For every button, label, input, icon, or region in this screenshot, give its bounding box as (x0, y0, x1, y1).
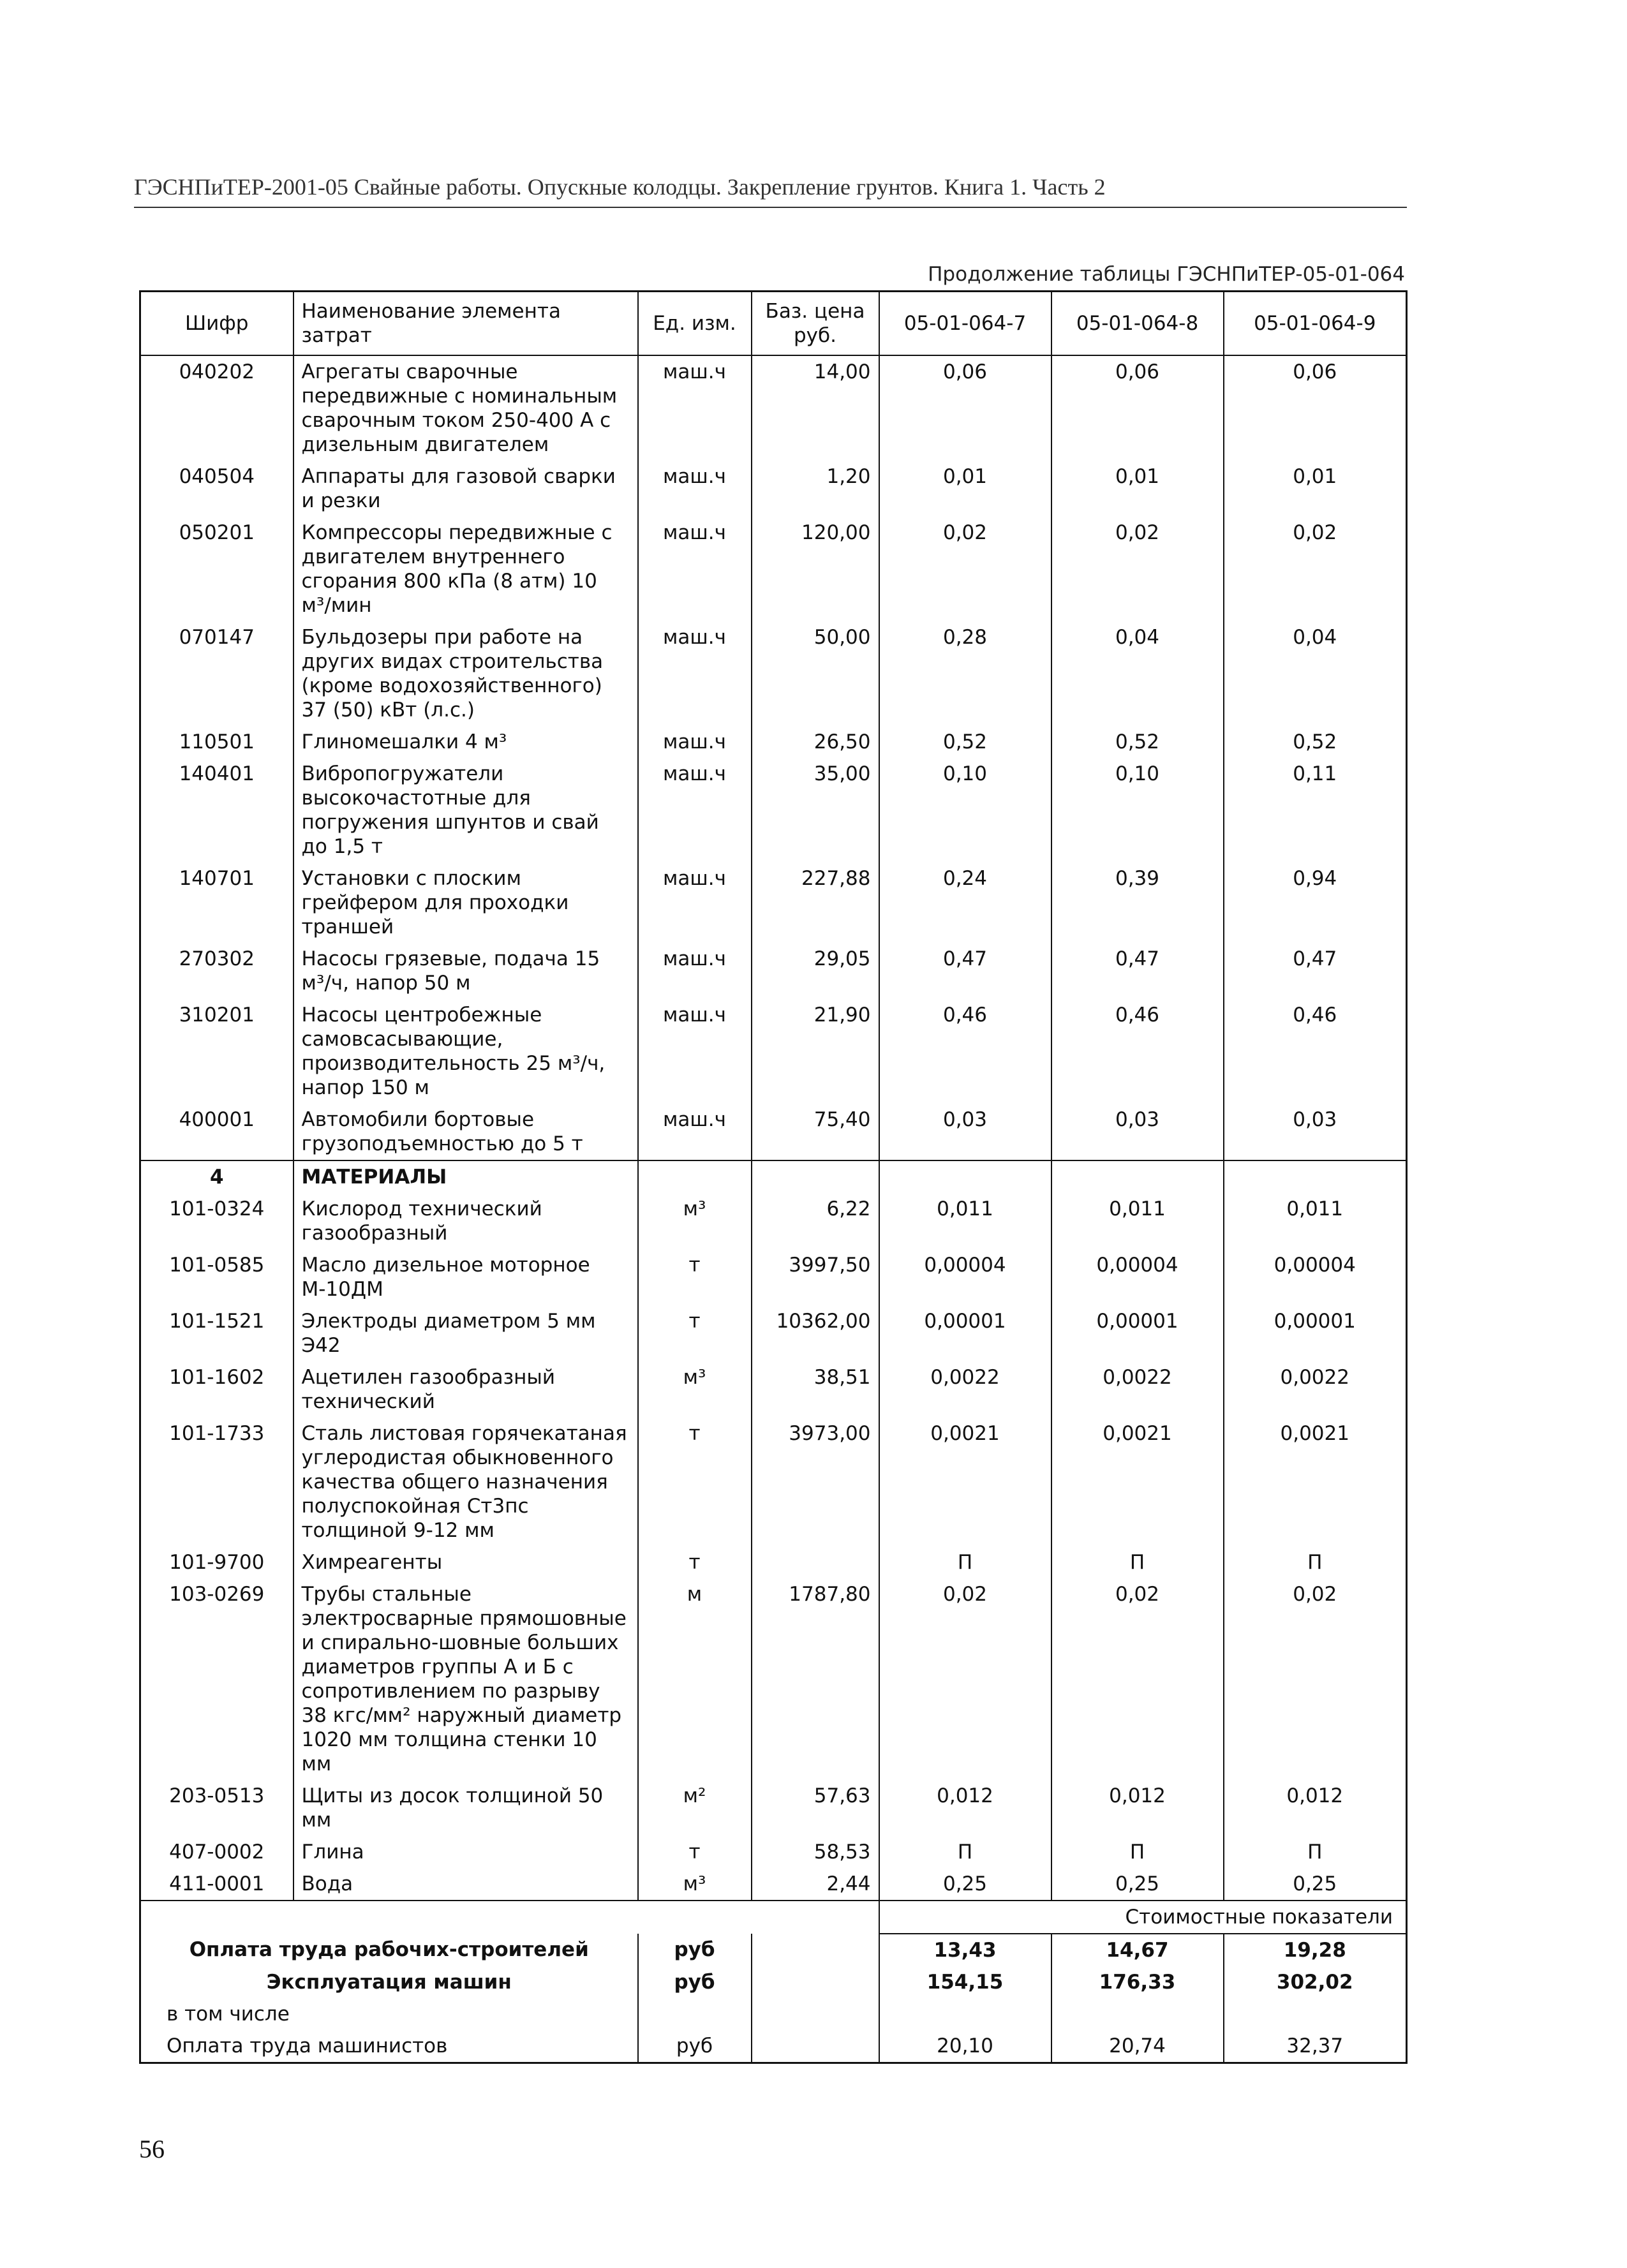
totals-value-064-8: 176,33 (1051, 1966, 1224, 1998)
section-code: 4 (140, 1160, 293, 1193)
row-value-064-8: П (1051, 1836, 1224, 1868)
row-price: 14,00 (752, 355, 879, 461)
row-price: 21,90 (752, 999, 879, 1104)
table-row (140, 1780, 1407, 1836)
col-header-unit: Ед. изм. (638, 292, 752, 356)
col-header-name: Наименование элемента затрат (293, 292, 638, 356)
row-value-064-7: 0,0022 (879, 1361, 1051, 1418)
row-value-064-7: 0,012 (879, 1780, 1051, 1836)
row-value-064-9: 0,46 (1224, 999, 1407, 1104)
row-value-064-7: 0,02 (879, 517, 1051, 621)
row-price: 38,51 (752, 1361, 879, 1418)
totals-label: Эксплуатация машин (140, 1966, 638, 1998)
totals-row (140, 1966, 1407, 1998)
row-value-064-7: 0,03 (879, 1104, 1051, 1160)
row-unit: маш.ч (638, 943, 752, 999)
row-price: 50,00 (752, 621, 879, 726)
totals-unit: руб (638, 2030, 752, 2063)
row-value-064-7: П (879, 1546, 1051, 1578)
row-code: 070147 (140, 621, 293, 726)
row-unit: маш.ч (638, 726, 752, 758)
row-price: 26,50 (752, 726, 879, 758)
row-value-064-7: 0,011 (879, 1193, 1051, 1249)
row-code: 140701 (140, 863, 293, 943)
row-value-064-7: 0,47 (879, 943, 1051, 999)
row-value-064-9: 0,02 (1224, 1578, 1407, 1780)
row-value-064-8: 0,011 (1051, 1193, 1224, 1249)
row-value-064-8: 0,47 (1051, 943, 1224, 999)
row-value-064-9: 0,01 (1224, 461, 1407, 517)
row-value-064-7: 0,06 (879, 355, 1051, 461)
row-unit: м³ (638, 1868, 752, 1901)
row-value-064-9: 0,94 (1224, 863, 1407, 943)
row-value-064-8: 0,0021 (1051, 1418, 1224, 1546)
table-continuation-caption: Продолжение таблицы ГЭСНПиТЕР-05-01-064 (928, 263, 1405, 286)
row-code: 411-0001 (140, 1868, 293, 1901)
row-value-064-8: 0,02 (1051, 517, 1224, 621)
row-code: 101-1602 (140, 1361, 293, 1418)
row-value-064-8: 0,39 (1051, 863, 1224, 943)
row-value-064-9: 0,012 (1224, 1780, 1407, 1836)
row-code: 101-1521 (140, 1305, 293, 1361)
table-row (140, 999, 1407, 1104)
row-value-064-9: 0,52 (1224, 726, 1407, 758)
totals-value-064-8 (1051, 1998, 1224, 2030)
row-unit: м³ (638, 1361, 752, 1418)
row-price: 1,20 (752, 461, 879, 517)
totals-value-064-7: 154,15 (879, 1966, 1051, 1998)
row-value-064-8: 0,04 (1051, 621, 1224, 726)
materials-section (140, 1160, 1407, 1193)
row-name: Кислород технический газообразный (293, 1193, 638, 1249)
row-price: 29,05 (752, 943, 879, 999)
row-unit: т (638, 1418, 752, 1546)
row-name: Масло дизельное моторное М-10ДМ (293, 1249, 638, 1305)
row-code: 101-1733 (140, 1418, 293, 1546)
row-value-064-8: 0,52 (1051, 726, 1224, 758)
row-name: Химреагенты (293, 1546, 638, 1578)
table-row (140, 863, 1407, 943)
table-row (140, 517, 1407, 621)
row-code: 400001 (140, 1104, 293, 1160)
row-value-064-7: 0,24 (879, 863, 1051, 943)
row-price: 3997,50 (752, 1249, 879, 1305)
row-price: 6,22 (752, 1193, 879, 1249)
row-price: 57,63 (752, 1780, 879, 1836)
totals-label: в том числе (140, 1998, 638, 2030)
totals-row (140, 2030, 1407, 2063)
row-unit: маш.ч (638, 863, 752, 943)
row-value-064-7: 0,10 (879, 758, 1051, 863)
cost-caption: Стоимостные показатели (879, 1901, 1407, 1934)
row-code: 040504 (140, 461, 293, 517)
totals-value-064-8: 14,67 (1051, 1934, 1224, 1966)
totals-row (140, 1998, 1407, 2030)
table-row (140, 1546, 1407, 1578)
row-unit: м² (638, 1780, 752, 1836)
row-name: Глина (293, 1836, 638, 1868)
table-row (140, 1418, 1407, 1546)
col-header-code: Шифр (140, 292, 293, 356)
row-value-064-8: 0,02 (1051, 1578, 1224, 1780)
row-code: 310201 (140, 999, 293, 1104)
totals-label: Оплата труда машинистов (140, 2030, 638, 2063)
row-price: 75,40 (752, 1104, 879, 1160)
row-value-064-9: 0,00004 (1224, 1249, 1407, 1305)
row-unit: маш.ч (638, 355, 752, 461)
row-name: Установки с плоским грейфером для проходки траншей (293, 863, 638, 943)
row-value-064-9: 0,47 (1224, 943, 1407, 999)
row-value-064-8: 0,01 (1051, 461, 1224, 517)
row-name: Автомобили бортовые грузоподъемностью до 5 т (293, 1104, 638, 1160)
row-name: Агрегаты сварочные передвижные с номинальным сварочным током 250-400 А с дизельным двигателем (293, 355, 638, 461)
totals-value-064-9: 32,37 (1224, 2030, 1407, 2063)
col-header-064-8: 05-01-064-8 (1051, 292, 1224, 356)
row-code: 101-9700 (140, 1546, 293, 1578)
row-value-064-8: 0,0022 (1051, 1361, 1224, 1418)
row-name: Аппараты для газовой сварки и резки (293, 461, 638, 517)
row-name: Трубы стальные электросварные прямошовные и спирально-шовные больших диаметров группы А и Б с сопротивлением по разрыву 38 кгс/мм² наружный диаметр 1020 мм толщина стенки 10 мм (293, 1578, 638, 1780)
row-unit: т (638, 1836, 752, 1868)
row-value-064-7: 0,0021 (879, 1418, 1051, 1546)
row-value-064-9: 0,02 (1224, 517, 1407, 621)
row-code: 040202 (140, 355, 293, 461)
resource-table (139, 290, 1408, 2064)
table-row (140, 758, 1407, 863)
totals-value-064-7: 13,43 (879, 1934, 1051, 1966)
section-header-row (140, 1160, 1407, 1193)
totals-value-064-9: 302,02 (1224, 1966, 1407, 1998)
row-name: Бульдозеры при работе на других видах строительства (кроме водохозяйственного) 37 (50) кВт (л.с.) (293, 621, 638, 726)
row-value-064-9: 0,03 (1224, 1104, 1407, 1160)
row-name: Щиты из досок толщиной 50 мм (293, 1780, 638, 1836)
row-value-064-7: 0,25 (879, 1868, 1051, 1901)
row-value-064-9: 0,04 (1224, 621, 1407, 726)
totals-unit: руб (638, 1966, 752, 1998)
row-unit: маш.ч (638, 999, 752, 1104)
row-price: 227,88 (752, 863, 879, 943)
row-price: 58,53 (752, 1836, 879, 1868)
row-name: Электроды диаметром 5 мм Э42 (293, 1305, 638, 1361)
row-value-064-7: П (879, 1836, 1051, 1868)
row-name: Ацетилен газообразный технический (293, 1361, 638, 1418)
table-row (140, 1193, 1407, 1249)
col-header-064-9: 05-01-064-9 (1224, 292, 1407, 356)
row-unit: маш.ч (638, 517, 752, 621)
row-value-064-8: 0,10 (1051, 758, 1224, 863)
totals-value-064-7: 20,10 (879, 2030, 1051, 2063)
row-value-064-8: 0,012 (1051, 1780, 1224, 1836)
totals-value-064-7 (879, 1998, 1051, 2030)
row-value-064-8: 0,00001 (1051, 1305, 1224, 1361)
row-value-064-9: П (1224, 1836, 1407, 1868)
row-value-064-7: 0,46 (879, 999, 1051, 1104)
row-price (752, 1546, 879, 1578)
cost-caption-row (140, 1901, 1407, 1934)
row-value-064-9: П (1224, 1546, 1407, 1578)
totals-value-064-9 (1224, 1998, 1407, 2030)
row-value-064-8: 0,06 (1051, 355, 1224, 461)
totals-row (140, 1934, 1407, 1966)
row-price: 2,44 (752, 1868, 879, 1901)
row-name: Сталь листовая горячекатаная углеродистая обыкновенного качества общего назначения полуспокойная Ст3пс толщиной 9-12 мм (293, 1418, 638, 1546)
row-name: Вибропогружатели высокочастотные для погружения шпунтов и свай до 1,5 т (293, 758, 638, 863)
table-row (140, 1361, 1407, 1418)
row-name: Глиномешалки 4 м³ (293, 726, 638, 758)
row-unit: м (638, 1578, 752, 1780)
row-name: Насосы грязевые, подача 15 м³/ч, напор 50 м (293, 943, 638, 999)
row-value-064-8: 0,03 (1051, 1104, 1224, 1160)
materials-rows (140, 1193, 1407, 1901)
row-unit: маш.ч (638, 461, 752, 517)
section-title: МАТЕРИАЛЫ (293, 1160, 638, 1193)
row-code: 101-0585 (140, 1249, 293, 1305)
row-code: 050201 (140, 517, 293, 621)
row-value-064-7: 0,00001 (879, 1305, 1051, 1361)
row-value-064-8: 0,00004 (1051, 1249, 1224, 1305)
totals-label: Оплата труда рабочих-строителей (140, 1934, 638, 1966)
totals-section (140, 1934, 1407, 2063)
table-row (140, 1868, 1407, 1901)
row-code: 140401 (140, 758, 293, 863)
table-row (140, 1305, 1407, 1361)
row-price: 35,00 (752, 758, 879, 863)
row-unit: м³ (638, 1193, 752, 1249)
row-name: Насосы центробежные самовсасывающие, производительность 25 м³/ч, напор 150 м (293, 999, 638, 1104)
row-name: Компрессоры передвижные с двигателем внутреннего сгорания 800 кПа (8 атм) 10 м³/мин (293, 517, 638, 621)
row-price: 1787,80 (752, 1578, 879, 1780)
row-value-064-7: 0,02 (879, 1578, 1051, 1780)
row-value-064-7: 0,52 (879, 726, 1051, 758)
row-unit: т (638, 1546, 752, 1578)
totals-unit (638, 1998, 752, 2030)
row-price: 120,00 (752, 517, 879, 621)
table-row (140, 943, 1407, 999)
col-header-price: Баз. цена руб. (752, 292, 879, 356)
row-value-064-8: 0,25 (1051, 1868, 1224, 1901)
running-header: ГЭСНПиТЕР-2001-05 Свайные работы. Опускные колодцы. Закрепление грунтов. Книга 1. Часть 2 (134, 174, 1407, 208)
table-row (140, 621, 1407, 726)
table-header-row (140, 292, 1407, 356)
row-value-064-9: 0,0021 (1224, 1418, 1407, 1546)
row-code: 103-0269 (140, 1578, 293, 1780)
table-row (140, 355, 1407, 461)
row-code: 110501 (140, 726, 293, 758)
machines-section (140, 355, 1407, 1160)
row-value-064-9: 0,06 (1224, 355, 1407, 461)
row-value-064-9: 0,11 (1224, 758, 1407, 863)
table-row (140, 1104, 1407, 1160)
page-number: 56 (139, 2135, 165, 2163)
row-value-064-9: 0,0022 (1224, 1361, 1407, 1418)
table-row (140, 461, 1407, 517)
col-header-064-7: 05-01-064-7 (879, 292, 1051, 356)
row-value-064-7: 0,28 (879, 621, 1051, 726)
row-value-064-7: 0,00004 (879, 1249, 1051, 1305)
totals-value-064-9: 19,28 (1224, 1934, 1407, 1966)
row-value-064-9: 0,25 (1224, 1868, 1407, 1901)
row-price: 10362,00 (752, 1305, 879, 1361)
row-code: 101-0324 (140, 1193, 293, 1249)
table-row (140, 726, 1407, 758)
row-unit: маш.ч (638, 1104, 752, 1160)
table-row (140, 1578, 1407, 1780)
row-unit: маш.ч (638, 621, 752, 726)
row-unit: маш.ч (638, 758, 752, 863)
row-unit: т (638, 1249, 752, 1305)
row-unit: т (638, 1305, 752, 1361)
totals-unit: руб (638, 1934, 752, 1966)
row-value-064-7: 0,01 (879, 461, 1051, 517)
row-value-064-8: П (1051, 1546, 1224, 1578)
row-value-064-9: 0,011 (1224, 1193, 1407, 1249)
row-code: 203-0513 (140, 1780, 293, 1836)
row-code: 407-0002 (140, 1836, 293, 1868)
row-code: 270302 (140, 943, 293, 999)
row-value-064-9: 0,00001 (1224, 1305, 1407, 1361)
row-value-064-8: 0,46 (1051, 999, 1224, 1104)
table-row (140, 1249, 1407, 1305)
totals-value-064-8: 20,74 (1051, 2030, 1224, 2063)
row-price: 3973,00 (752, 1418, 879, 1546)
row-name: Вода (293, 1868, 638, 1901)
table-row (140, 1836, 1407, 1868)
